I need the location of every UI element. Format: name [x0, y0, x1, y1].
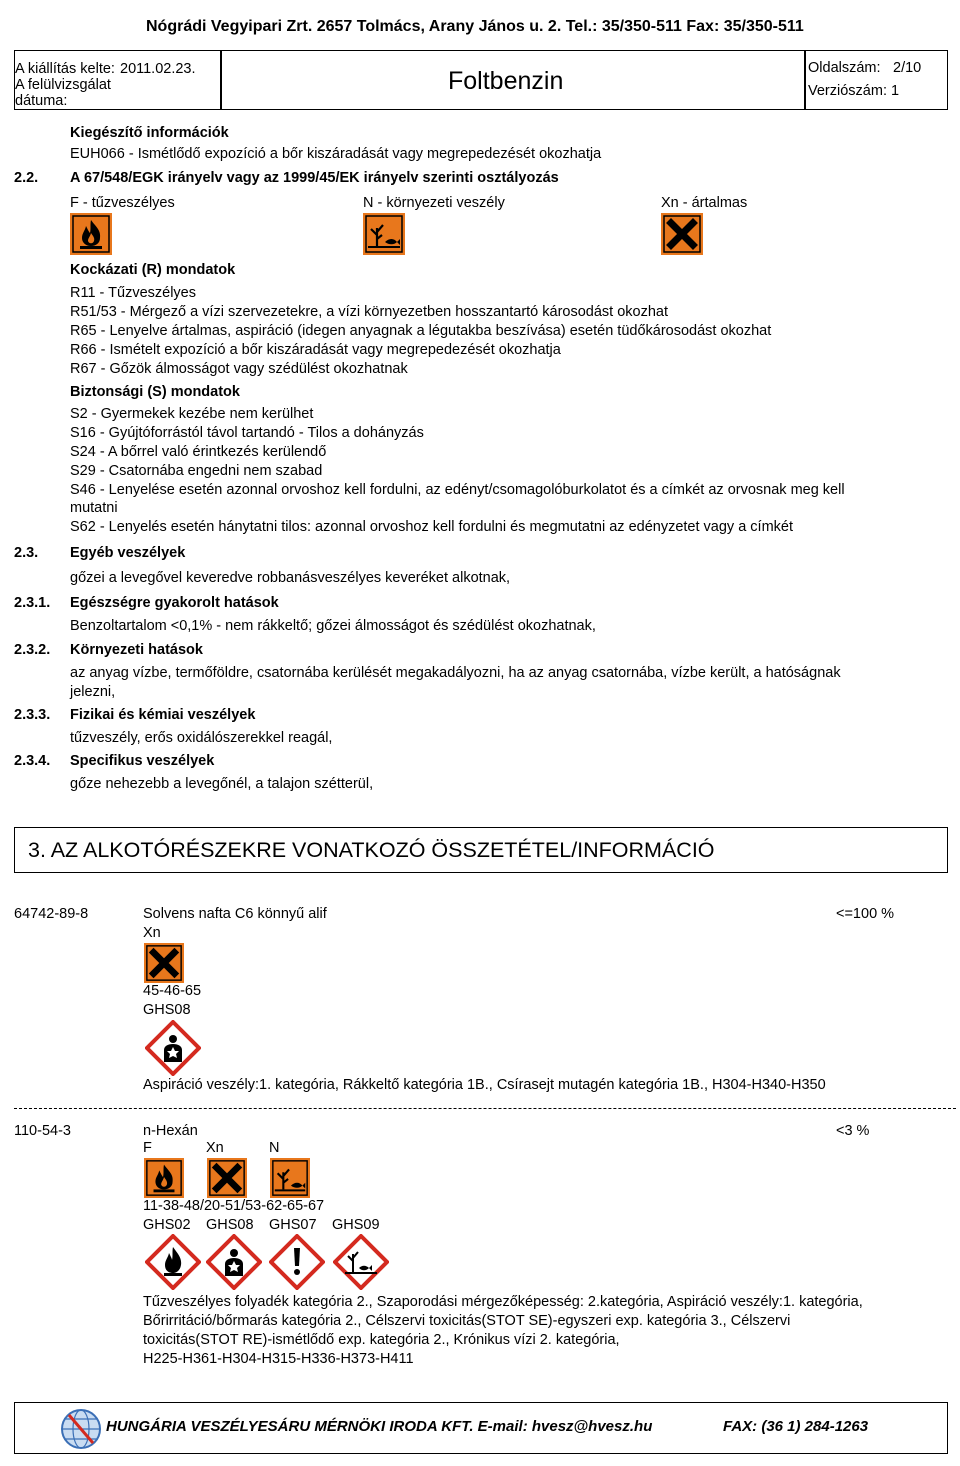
symbol-label-n: N - környezeti veszély	[363, 195, 505, 211]
subsection-number: 2.3.2.	[14, 642, 51, 658]
footer-fax: FAX: (36 1) 284-1263	[723, 1418, 869, 1435]
product-title: Foltbenzin	[448, 67, 564, 95]
page-value: 2/10	[893, 60, 922, 76]
subsection-title: Fizikai és kémiai veszélyek	[70, 707, 256, 723]
r-phrase: R11 - Tűzveszélyes	[70, 285, 196, 301]
r-phrase: R67 - Gőzök álmosságot vagy szédülést okozhatnak	[70, 361, 408, 377]
symbol-code: F	[143, 1140, 152, 1156]
classification-line: Bőrirritáció/bőrmarás kategória 2., Célszervi toxicitás(STOT SE)-egyszeri exp. kategória 3., Célszervi	[143, 1313, 791, 1329]
dashed-separator	[14, 1108, 956, 1109]
company-header: Nógrádi Vegyipari Zrt. 2657 Tolmács, Arany János u. 2. Tel.: 35/350-511 Fax: 35/350-511	[146, 18, 804, 35]
s-phrase: S46 - Lenyelése esetén azonnal orvoshoz kell fordulni, az edényt/csomagolóburkolatot és a címkét az orvosnak meg kell	[70, 482, 845, 498]
section-3-heading: 3. AZ ALKOTÓRÉSZEKRE VONATKOZÓ ÖSSZETÉTEL/INFORMÁCIÓ	[14, 827, 948, 873]
globe-logo-icon	[59, 1407, 103, 1451]
r-phrase: R66 - Ismételt expozíció a bőr kiszáradását vagy megrepedezését okozhatja	[70, 342, 561, 358]
subsection-number: 2.3.1.	[14, 595, 51, 611]
s-phrase: S29 - Csatornába engedni nem szabad	[70, 463, 323, 479]
footer	[14, 1402, 948, 1454]
footer-company: HUNGÁRIA VESZÉLYESÁRU MÉRNÖKI IRODA KFT. E-mail: hvesz@hvesz.hu	[106, 1418, 653, 1435]
ghs-code: GHS07	[269, 1217, 317, 1233]
subsection-title: Specifikus veszélyek	[70, 753, 215, 769]
ghs08-health-hazard-icon	[206, 1234, 262, 1290]
version-value: 1	[891, 83, 900, 99]
symbol-label-f: F - tűzveszélyes	[70, 195, 175, 211]
issue-date-label: A kiállítás kelte:	[15, 61, 115, 77]
ghs-code: GHS08	[143, 1002, 191, 1018]
review-label-1: A felülvizsgálat	[15, 77, 111, 93]
ghs02-flame-icon	[145, 1234, 201, 1290]
section-number: 2.2.	[14, 170, 39, 186]
classification-line: toxicitás(STOT RE)-ismétlődő exp. kategória 2., Krónikus vízi 2. kategória,	[143, 1332, 620, 1348]
dead-tree-fish-icon	[363, 213, 405, 255]
cas-number: 110-54-3	[14, 1123, 71, 1139]
subsection-text: gőze nehezebb a levegőnél, a talajon szétterül,	[70, 776, 374, 792]
supplementary-title: Kiegészítő információk	[70, 125, 229, 141]
dead-tree-fish-icon	[269, 1158, 311, 1198]
section-title: A 67/548/EGK irányelv vagy az 1999/45/EK irányelv szerinti osztályozás	[70, 170, 559, 186]
section-number: 2.3.	[14, 545, 39, 561]
symbol-label-xn: Xn - ártalmas	[661, 195, 748, 211]
issue-date: 2011.02.23.	[120, 61, 196, 77]
flame-icon	[70, 213, 112, 255]
subsection-text: tűzveszély, erős oxidálószerekkel reagál,	[70, 730, 333, 746]
section-title: Egyéb veszélyek	[70, 545, 186, 561]
concentration: <=100 %	[836, 906, 895, 922]
subsection-title: Környezeti hatások	[70, 642, 203, 658]
s-phrases-title: Biztonsági (S) mondatok	[70, 384, 240, 400]
s-phrase-cont: mutatni	[70, 500, 118, 516]
subsection-number: 2.3.4.	[14, 753, 51, 769]
classification-line: H225-H361-H304-H315-H336-H373-H411	[143, 1351, 414, 1367]
supplementary-text: EUH066 - Ismétlődő expozíció a bőr kiszáradását vagy megrepedezését okozhatja	[70, 146, 602, 162]
component-name: Solvens nafta C6 könnyű alif	[143, 906, 327, 922]
subsection-title: Egészségre gyakorolt hatások	[70, 595, 279, 611]
s-phrase: S62 - Lenyelés esetén hánytatni tilos: azonnal orvoshoz kell fordulni és megmutatni az edényzetet vagy a címkét	[70, 519, 793, 535]
s-phrase: S2 - Gyermekek kezébe nem kerülhet	[70, 406, 314, 422]
classification: Aspiráció veszély:1. kategória, Rákkeltő kategória 1B., Csírasejt mutagén kategória 1B., H304-H340-H350	[143, 1077, 826, 1093]
x-cross-icon	[661, 213, 703, 255]
cas-number: 64742-89-8	[14, 906, 89, 922]
x-cross-icon	[206, 1158, 248, 1198]
subsection-text-cont: jelezni,	[70, 684, 116, 700]
header-divider-right	[804, 50, 806, 110]
r-codes: 11-38-48/20-51/53-62-65-67	[143, 1198, 325, 1214]
ghs08-health-hazard-icon	[145, 1020, 201, 1076]
ghs-code: GHS08	[206, 1217, 254, 1233]
subsection-number: 2.3.3.	[14, 707, 51, 723]
r-phrases-title: Kockázati (R) mondatok	[70, 262, 236, 278]
subsection-text: az anyag vízbe, termőföldre, csatornába kerülését megakadályozni, ha az anyag csatornába, vízbe került, a hatóságnak	[70, 665, 841, 681]
symbol-code: N	[269, 1140, 280, 1156]
s-phrase: S24 - A bőrrel való érintkezés kerülendő	[70, 444, 327, 460]
component-name: n-Hexán	[143, 1123, 198, 1139]
r-codes: 45-46-65	[143, 983, 202, 999]
flame-icon	[143, 1158, 185, 1198]
x-cross-icon	[143, 943, 185, 983]
classification-line: Tűzveszélyes folyadék kategória 2., Szaporodási mérgezőképesség: 2.kategória, Aspiráció veszély:1. kategória,	[143, 1294, 863, 1310]
ghs07-exclamation-icon	[269, 1234, 325, 1290]
page-label: Oldalszám:	[808, 60, 881, 76]
r-phrase: R51/53 - Mérgező a vízi szervezetekre, a vízi környezetben hosszantartó károsodást okozhat	[70, 304, 669, 320]
s-phrase: S16 - Gyújtóforrástól távol tartandó - Tilos a dohányzás	[70, 425, 424, 441]
ghs-code: GHS02	[143, 1217, 191, 1233]
r-phrase: R65 - Lenyelve ártalmas, aspiráció (idegen anyagnak a légutakba beszívása) esetén tüdőkárosodást okozhat	[70, 323, 772, 339]
section-text: gőzei a levegővel keveredve robbanásveszélyes keveréket alkotnak,	[70, 570, 511, 586]
header-divider-left	[220, 50, 222, 110]
symbol-code: Xn	[206, 1140, 224, 1156]
ghs-code: GHS09	[332, 1217, 380, 1233]
review-label-2: dátuma:	[15, 93, 68, 109]
subsection-text: Benzoltartalom <0,1% - nem rákkeltő; gőzei álmosságot és szédülést okozhatnak,	[70, 618, 596, 634]
concentration: <3 %	[836, 1123, 870, 1139]
version-label: Verziószám:	[808, 83, 887, 99]
symbol-code: Xn	[143, 925, 161, 941]
ghs09-environment-icon	[333, 1234, 389, 1290]
